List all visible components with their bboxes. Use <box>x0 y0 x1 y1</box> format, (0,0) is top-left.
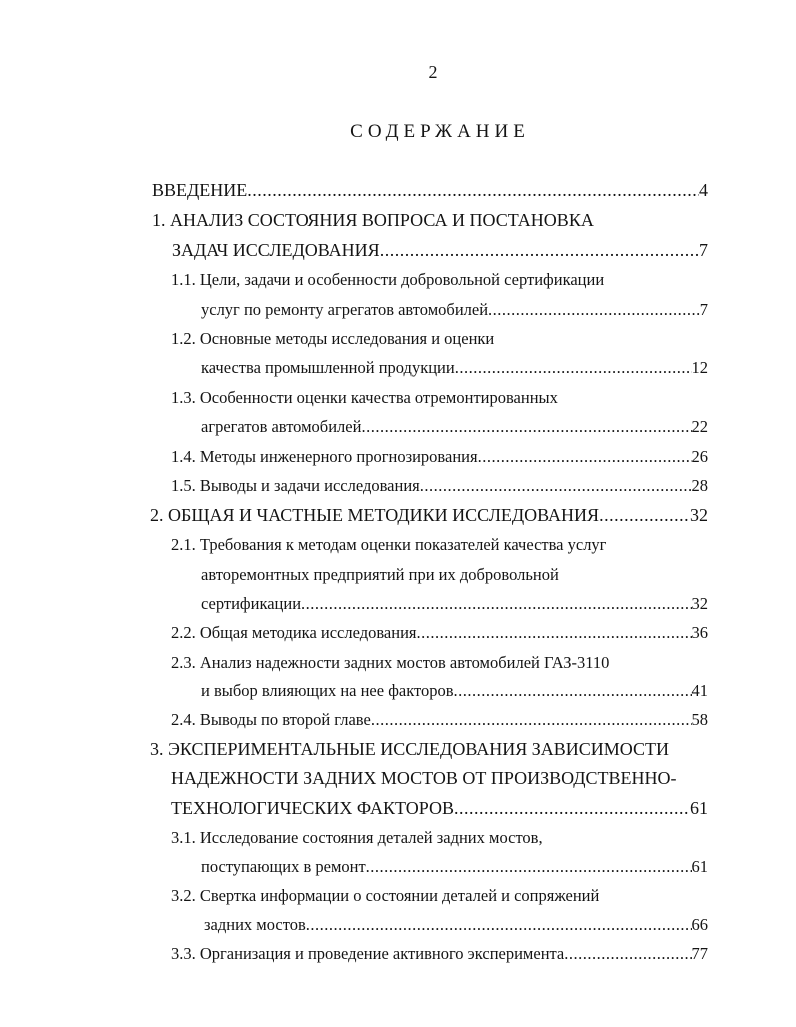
toc-entry-text: 1.5. Выводы и задачи исследования <box>171 476 420 495</box>
toc-entry-page: 58 <box>691 710 708 729</box>
toc-entry-text: качества промышленной продукции <box>201 358 455 377</box>
toc-entry <box>150 737 669 761</box>
toc-entry-text: ВВЕДЕНИЕ <box>152 180 248 200</box>
toc-entry <box>171 474 708 498</box>
toc-entry-page: 7 <box>699 300 708 319</box>
toc-entry-page: 12 <box>691 358 708 377</box>
toc-entry-text: 1.1. Цели, задачи и особенности добровольной сертификации <box>171 270 605 289</box>
toc-entry <box>152 178 708 202</box>
toc-leader <box>454 796 690 820</box>
toc-entry <box>171 268 604 292</box>
toc-entry <box>171 766 677 790</box>
toc-entry-page: 36 <box>691 623 708 642</box>
toc-entry <box>201 679 708 703</box>
toc-entry <box>201 415 708 439</box>
page-number: 2 <box>428 62 438 82</box>
toc-entry-text: 1.2. Основные методы исследования и оценки <box>171 329 495 348</box>
toc-entry <box>201 298 708 322</box>
toc-entry <box>201 855 708 879</box>
toc-entry-page: 7 <box>699 240 708 260</box>
toc-entry-text: НАДЕЖНОСТИ ЗАДНИХ МОСТОВ ОТ ПРОИЗВОДСТВЕННО- <box>171 768 677 788</box>
toc-entry <box>171 708 708 732</box>
toc-entry <box>171 533 606 557</box>
toc-entry <box>152 208 594 232</box>
toc-leader <box>564 942 691 966</box>
toc-entry <box>171 796 708 820</box>
toc-entry-page: 61 <box>690 798 708 818</box>
toc-entry-text: 3.3. Организация и проведение активного эксперимента <box>171 944 565 963</box>
toc-entry-page: 32 <box>691 594 708 613</box>
toc-entry <box>171 826 543 850</box>
toc-leader <box>420 474 692 498</box>
toc-entry-page: 26 <box>691 447 708 466</box>
toc-leader <box>488 298 700 322</box>
toc-entry-page: 4 <box>699 180 708 200</box>
toc-entry-text: услуг по ремонту агрегатов автомобилей <box>201 300 489 319</box>
toc-entry-text: 1.3. Особенности оценки качества отремонтированных <box>171 388 558 407</box>
toc-leader <box>454 679 692 703</box>
toc-entry-text: 2.4. Выводы по второй главе <box>171 710 371 729</box>
toc-entry-text: 3.2. Свертка информации о состоянии деталей и сопряжений <box>171 886 600 905</box>
toc-leader <box>455 356 692 380</box>
toc-entry-page: 66 <box>691 915 708 934</box>
toc-entry-text: сертификации <box>201 594 302 613</box>
toc-entry-text: агрегатов автомобилей <box>201 417 362 436</box>
toc-leader <box>361 415 691 439</box>
toc-entry <box>171 651 609 675</box>
toc-entry-text: ЗАДАЧ ИССЛЕДОВАНИЯ <box>172 240 380 260</box>
toc-entry <box>171 327 494 351</box>
toc-entry-page: 28 <box>691 476 708 495</box>
toc-entry <box>201 563 559 587</box>
toc-leader <box>306 913 692 937</box>
toc-leader <box>247 178 699 202</box>
toc-entry-page: 32 <box>690 505 708 525</box>
toc-leader <box>371 708 692 732</box>
toc-entry-page: 41 <box>691 681 708 700</box>
toc-leader <box>380 238 699 262</box>
toc-leader <box>417 621 692 645</box>
toc-entry-text: 2. ОБЩАЯ И ЧАСТНЫЕ МЕТОДИКИ ИССЛЕДОВАНИЯ <box>150 505 600 525</box>
toc-leader <box>599 503 690 527</box>
toc-title: СОДЕРЖАНИЕ <box>350 121 530 142</box>
toc-leader <box>366 855 692 879</box>
toc-entry-text: задних мостов <box>204 915 306 934</box>
toc-entry-text: 1. АНАЛИЗ СОСТОЯНИЯ ВОПРОСА И ПОСТАНОВКА <box>152 210 594 230</box>
toc-entry <box>201 592 708 616</box>
toc-entry-page: 61 <box>691 857 708 876</box>
toc-entry <box>171 445 708 469</box>
toc-entry-text: ТЕХНОЛОГИЧЕСКИХ ФАКТОРОВ <box>171 798 454 818</box>
toc-entry <box>171 621 708 645</box>
toc-entry-text: 2.1. Требования к методам оценки показателей качества услуг <box>171 535 607 554</box>
toc-leader <box>478 445 692 469</box>
toc-entry-text: 2.2. Общая методика исследования <box>171 623 417 642</box>
toc-entry <box>171 386 558 410</box>
toc-entry <box>201 356 708 380</box>
toc-entry-text: 2.3. Анализ надежности задних мостов автомобилей ГАЗ-3110 <box>171 653 610 672</box>
toc-entry-text: и выбор влияющих на нее факторов <box>201 681 454 700</box>
toc-entry-page: 22 <box>691 417 708 436</box>
toc-entry <box>172 238 708 262</box>
toc-entry <box>204 913 708 937</box>
toc-entry-text: 3. ЭКСПЕРИМЕНТАЛЬНЫЕ ИССЛЕДОВАНИЯ ЗАВИСИМОСТИ <box>150 739 669 759</box>
toc-entry <box>171 942 708 966</box>
toc-entry-text: авторемонтных предприятий при их добровольной <box>201 565 559 584</box>
toc-leader <box>301 592 691 616</box>
toc-entry <box>171 884 599 908</box>
toc-entry-text: 1.4. Методы инженерного прогнозирования <box>171 447 478 466</box>
toc-entry-text: 3.1. Исследование состояния деталей задних мостов, <box>171 828 543 847</box>
toc-entry <box>150 503 708 527</box>
toc-entry-text: поступающих в ремонт <box>201 857 366 876</box>
toc-entry-page: 77 <box>691 944 708 963</box>
